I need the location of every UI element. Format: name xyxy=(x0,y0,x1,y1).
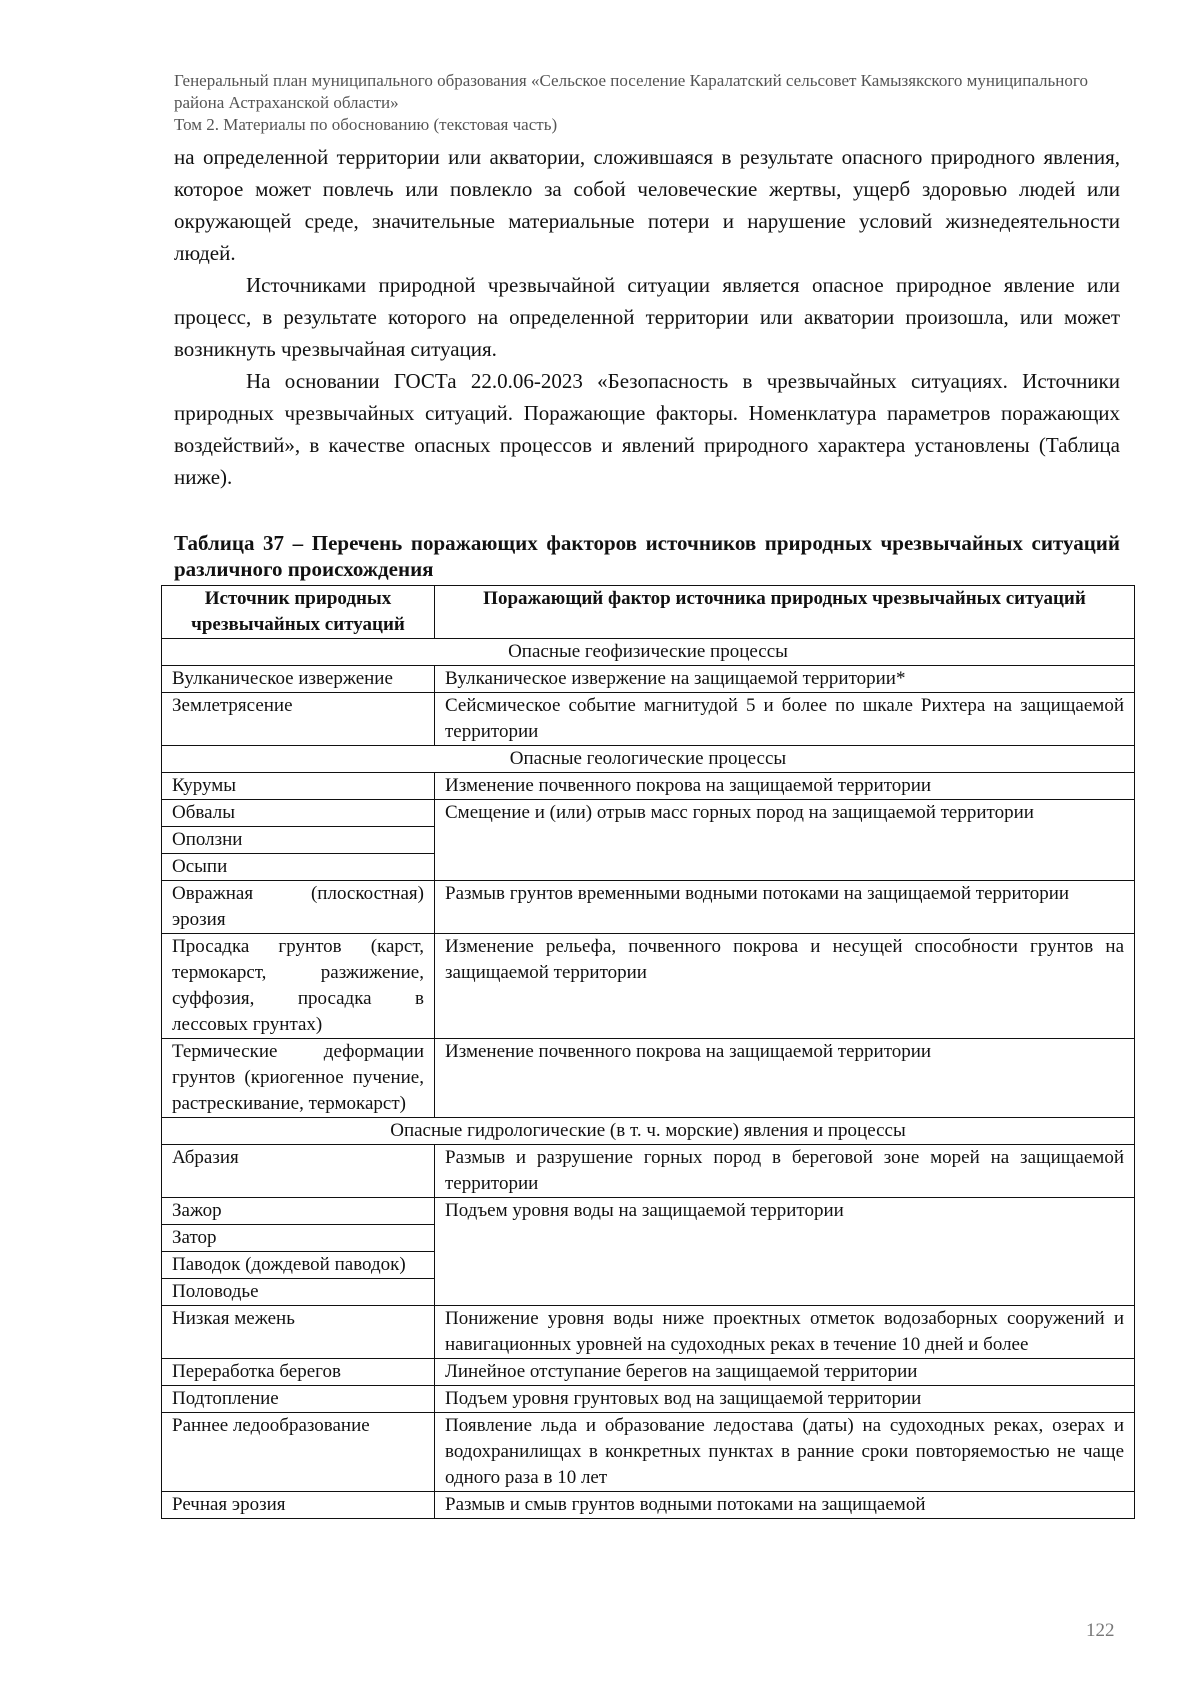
page-number: 122 xyxy=(1086,1620,1115,1641)
table-row xyxy=(162,666,1135,693)
table-row xyxy=(162,1413,1135,1492)
factor-cell: Линейное отступание берегов на защищаемой территории xyxy=(435,1359,1135,1386)
factor-cell: Смещение и (или) отрыв масс горных пород на защищаемой территории xyxy=(435,800,1135,881)
factor-cell: Размыв и разрушение горных пород в береговой зоне морей на защищаемой территории xyxy=(435,1145,1135,1198)
hazard-factors-table xyxy=(161,585,1135,1519)
source-cell: Переработка берегов xyxy=(162,1359,435,1386)
table-row xyxy=(162,934,1135,1039)
source-cell: Затор xyxy=(162,1225,435,1252)
table-header-row xyxy=(162,586,1135,639)
source-cell: Овражная (плоскостная) эрозия xyxy=(162,881,435,934)
source-cell: Просадка грунтов (карст, термокарст, разжижение, суффозия, просадка в лессовых грунтах) xyxy=(162,934,435,1039)
factor-cell: Сейсмическое событие магнитудой 5 и более по шкале Рихтера на защищаемой территории xyxy=(435,693,1135,746)
factor-cell: Подъем уровня грунтовых вод на защищаемой территории xyxy=(435,1386,1135,1413)
source-cell: Зажор xyxy=(162,1198,435,1225)
source-cell: Термические деформации грунтов (криогенное пучение, растрескивание, термокарст) xyxy=(162,1039,435,1118)
source-cell: Низкая межень xyxy=(162,1306,435,1359)
source-cell: Вулканическое извержение xyxy=(162,666,435,693)
table-row xyxy=(162,693,1135,746)
header-title: Генеральный план муниципального образования «Сельское поселение Каралатский сельсовет Камызякского муниципального района Астраханской области» xyxy=(174,71,1088,112)
group-row xyxy=(162,1118,1135,1145)
table-row xyxy=(162,881,1135,934)
source-cell: Оползни xyxy=(162,827,435,854)
source-cell: Раннее ледообразование xyxy=(162,1413,435,1492)
group-title: Опасные гидрологические (в т. ч. морские) явления и процессы xyxy=(162,1118,1135,1145)
group-row xyxy=(162,746,1135,773)
source-cell: Паводок (дождевой паводок) xyxy=(162,1252,435,1279)
table-caption: Таблица 37 – Перечень поражающих факторов источников природных чрезвычайных ситуаций различного происхождения xyxy=(174,531,1120,581)
factor-cell: Появление льда и образование ледостава (даты) на судоходных реках, озерах и водохранилищах в конкретных пунктах в ранние сроки повторяемостью не чаще одного раза в 10 лет xyxy=(435,1413,1135,1492)
factor-cell: Изменение почвенного покрова на защищаемой территории xyxy=(435,1039,1135,1118)
table-row xyxy=(162,1359,1135,1386)
paragraph: На основании ГОСТа 22.0.06-2023 «Безопасность в чрезвычайных ситуациях. Источники природных чрезвычайных ситуаций. Поражающие факторы. Номенклатура параметров поражающих воздействий», в качестве опасных процессов и явлений природного характера установлены (Таблица ниже). xyxy=(174,369,1120,489)
column-header-source: Источник природных чрезвычайных ситуаций xyxy=(162,586,435,639)
factor-cell: Понижение уровня воды ниже проектных отметок водозаборных сооружений и навигационных уровней на судоходных реках в течение 10 дней и более xyxy=(435,1306,1135,1359)
column-header-factor: Поражающий фактор источника природных чрезвычайных ситуаций xyxy=(435,586,1135,639)
source-cell: Землетрясение xyxy=(162,693,435,746)
body-text xyxy=(174,141,1120,493)
factor-cell: Изменение рельефа, почвенного покрова и несущей способности грунтов на защищаемой территории xyxy=(435,934,1135,1039)
header-volume: Том 2. Материалы по обоснованию (текстовая часть) xyxy=(174,115,558,134)
source-cell: Абразия xyxy=(162,1145,435,1198)
source-cell: Подтопление xyxy=(162,1386,435,1413)
source-cell: Половодье xyxy=(162,1279,435,1306)
group-row xyxy=(162,639,1135,666)
paragraph: на определенной территории или акватории, сложившаяся в результате опасного природного явления, которое может повлечь или повлекло за собой человеческие жертвы, ущерб здоровью людей или окружающей среде, значительные материальные потери и нарушение условий жизнедеятельности людей. xyxy=(174,145,1120,265)
factor-cell: Размыв грунтов временными водными потоками на защищаемой территории xyxy=(435,881,1135,934)
table-row xyxy=(162,1386,1135,1413)
table-row xyxy=(162,800,1135,827)
source-cell: Обвалы xyxy=(162,800,435,827)
factor-cell: Вулканическое извержение на защищаемой территории* xyxy=(435,666,1135,693)
document-header xyxy=(174,70,1134,136)
group-title: Опасные геологические процессы xyxy=(162,746,1135,773)
table-row xyxy=(162,1039,1135,1118)
table-row xyxy=(162,1306,1135,1359)
paragraph: Источниками природной чрезвычайной ситуации является опасное природное явление или процесс, в результате которого на определенной территории или акватории произошла, или может возникнуть чрезвычайная ситуация. xyxy=(174,273,1120,361)
table-row xyxy=(162,1145,1135,1198)
factor-cell: Изменение почвенного покрова на защищаемой территории xyxy=(435,773,1135,800)
source-cell: Осыпи xyxy=(162,854,435,881)
factor-cell: Подъем уровня воды на защищаемой территории xyxy=(435,1198,1135,1306)
table-row xyxy=(162,1198,1135,1225)
factor-cell: Размыв и смыв грунтов водными потоками на защищаемой xyxy=(435,1492,1135,1519)
table-row xyxy=(162,773,1135,800)
group-title: Опасные геофизические процессы xyxy=(162,639,1135,666)
table-row xyxy=(162,1492,1135,1519)
source-cell: Речная эрозия xyxy=(162,1492,435,1519)
source-cell: Курумы xyxy=(162,773,435,800)
